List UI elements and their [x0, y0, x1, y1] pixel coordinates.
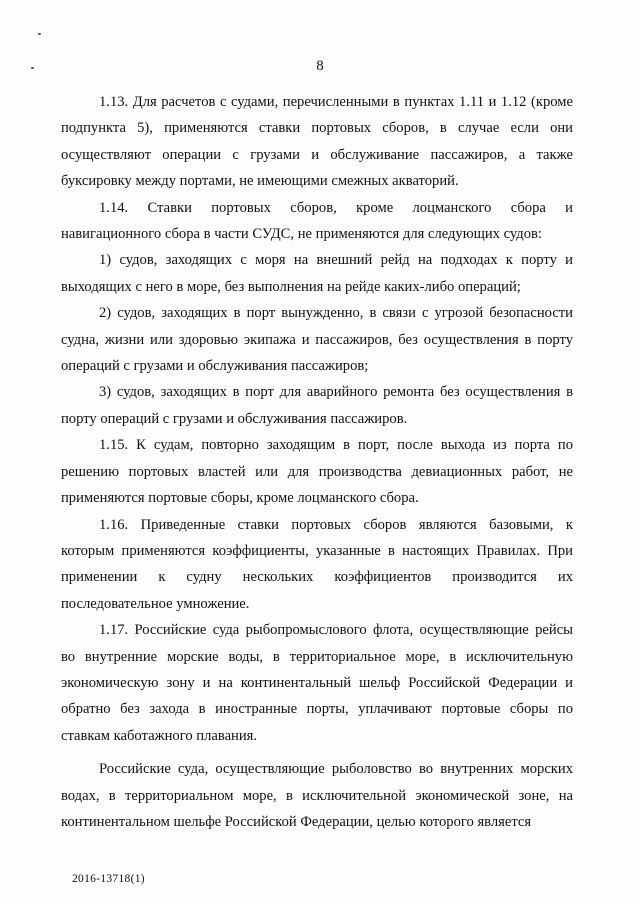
paragraph-1.17-b: [61, 756, 573, 835]
paragraph-1.14: [61, 195, 573, 248]
paragraph-line: последовательное умножение.: [61, 595, 250, 612]
paragraph-line: Российские суда, осуществляющие рыболовство во внутренних морских: [99, 761, 573, 778]
paragraph-1.15: [61, 432, 573, 511]
paragraph-line: навигационного сбора в части СУДС, не применяются для следующих судов:: [61, 226, 542, 243]
paragraph-1.16: [61, 512, 573, 618]
paragraph-line: 1.17. Российские суда рыбопромыслового флота, осуществляющие рейсы: [99, 622, 573, 639]
paragraph-line: 1.14. Ставки портовых сборов, кроме лоцманского сбора и: [99, 199, 573, 216]
paragraph-line: 3) судов, заходящих в порт для аварийного ремонта без осуществления в: [99, 384, 573, 401]
paragraph-line: применении к судну нескольких коэффициентов производится их: [61, 569, 573, 586]
paragraph-line: порту операций с грузами и обслуживания пассажиров.: [61, 410, 408, 427]
paragraph-line: 2) судов, заходящих в порт вынужденно, в связи с угрозой безопасности: [99, 305, 573, 322]
paragraph-line: экономическую зону и на континентальный шельф Российской Федерации и: [61, 674, 573, 691]
paragraph-1.14-1: [61, 247, 573, 300]
paragraph-line: решению портовых властей или для производства девиационных работ, не: [61, 463, 573, 480]
paragraph-line: 1.13. Для расчетов с судами, перечисленными в пунктах 1.11 и 1.12 (кроме: [99, 94, 573, 110]
paragraph-line: судна, жизни или здоровью экипажа и пассажиров, без осуществления в порту: [61, 331, 573, 348]
paragraph-1.14-3: [61, 379, 573, 432]
paragraph-line: выходящих с него в море, без выполнения на рейде каких-либо операций;: [61, 278, 521, 295]
paragraph-line: применяются портовые сборы, кроме лоцманского сбора.: [61, 490, 419, 507]
paragraph-line: 1.16. Приведенные ставки портовых сборов являются базовыми, к: [99, 516, 573, 533]
paragraph-line: 1) судов, заходящих с моря на внешний рейд на подходах к порту и: [99, 252, 573, 269]
page-number: 8: [316, 58, 324, 74]
paragraph-line: подпункта 5), применяются ставки портовых сборов, в случае если они: [61, 120, 573, 137]
scan-artifact: [38, 33, 41, 35]
paragraph-1.17: [61, 617, 573, 749]
paragraph-line: во внутренние морские воды, в территориальное море, в исключительную: [61, 648, 573, 665]
paragraph-line: операций с грузами и обслуживания пассажиров;: [61, 358, 369, 375]
paragraph-line: буксировку между портами, не имеющими смежных акваторий.: [61, 173, 459, 190]
document-body: [61, 89, 573, 835]
paragraph-line: обратно без захода в иностранные порты, уплачивают портовые сборы по: [61, 701, 573, 718]
paragraph-line: которым применяются коэффициенты, указанные в настоящих Правилах. При: [61, 542, 573, 559]
paragraph-line: осуществляют операции с грузами и обслуживание пассажиров, а также: [61, 146, 573, 163]
paragraph-1.14-2: [61, 300, 573, 379]
paragraph-line: 1.15. К судам, повторно заходящим в порт, после выхода из порта по: [99, 437, 573, 454]
paragraph-line: водах, в территориальном море, в исключительной экономической зоне, на: [61, 787, 573, 804]
document-code-footer: 2016-13718(1): [72, 873, 145, 885]
paragraph-1.13: [61, 89, 573, 195]
paragraph-line: континентальном шельфе Российской Федерации, целью которого является: [61, 813, 532, 830]
paragraph-line: ставкам каботажного плавания.: [61, 727, 258, 744]
